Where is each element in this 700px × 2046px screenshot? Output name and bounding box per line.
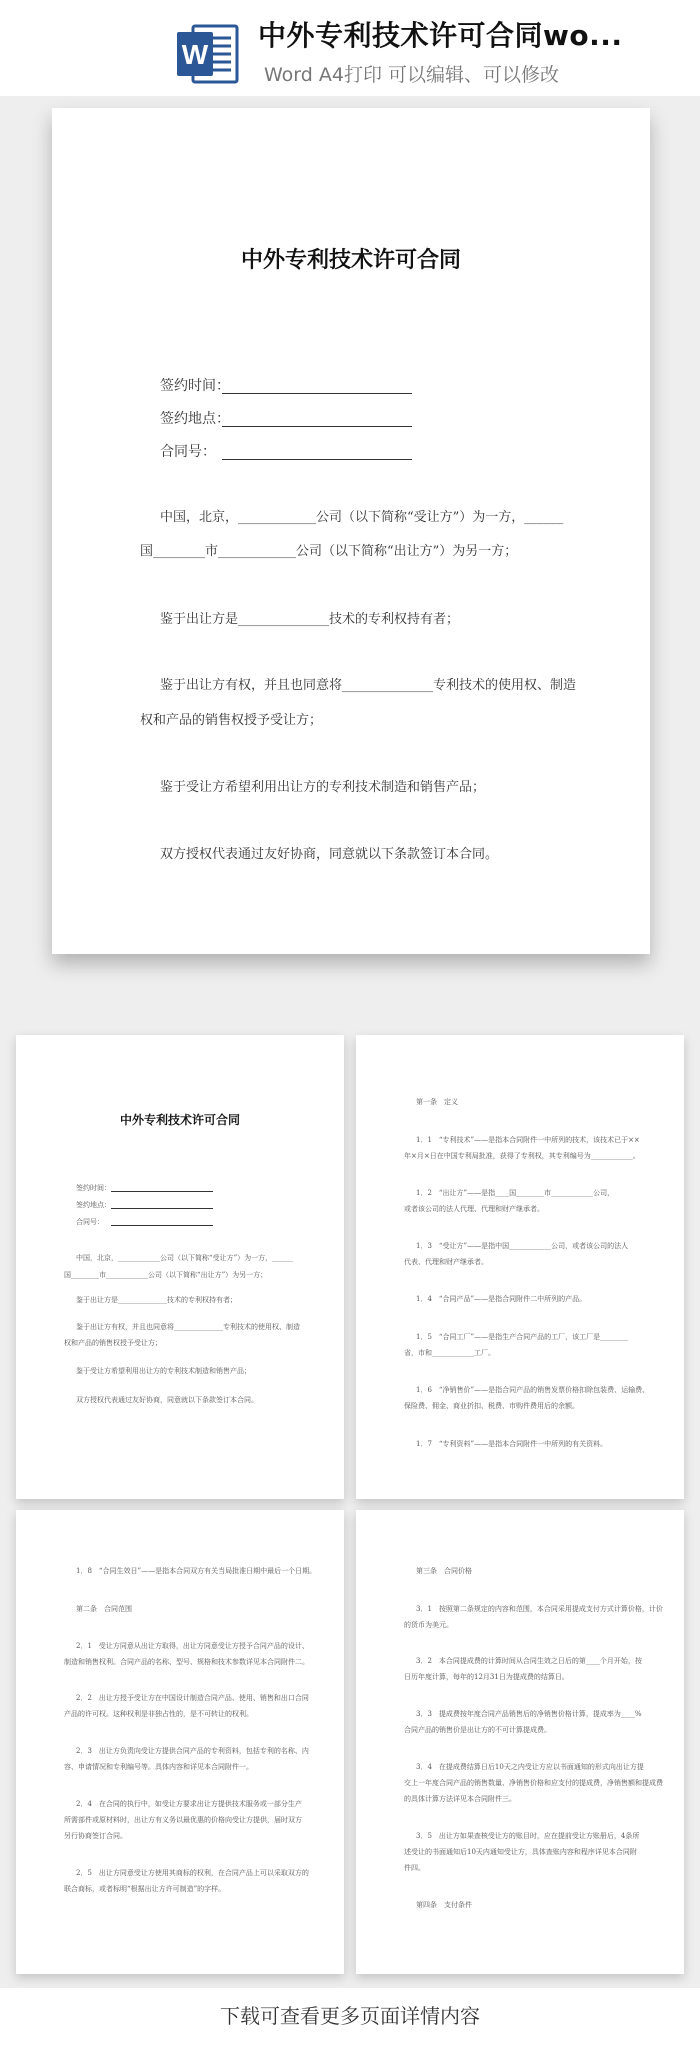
thumb-line: 国________市____________公司（以下简称“出让方”）为另一方；: [64, 1271, 268, 1279]
thumb-line: 权和产品的销售权授予受让方；: [64, 1339, 162, 1347]
thumb-line: 2．5 出让方同意受让方使用其商标的权利，在合同产品上可以采取双方的: [76, 1869, 309, 1877]
thumb-line: 1．1 “专利技术”——是指本合同附件一中所列的技术，该技术已于××: [416, 1136, 640, 1144]
thumb-line: 第二条 合同范围: [76, 1605, 132, 1613]
thumb-line: 2．3 出让方负责向受让方提供合同产品的专利资料，包括专利的名称、内: [76, 1747, 309, 1755]
thumb-line: 述受让的书面通知后10天内通知受让方，具体查账内容和程序详见本合同附: [404, 1848, 637, 1856]
thumb-line: 的货币为美元。: [404, 1621, 453, 1629]
paragraph-line: 鉴于受让方希望利用出让方的专利技术制造和销售产品；: [160, 780, 486, 795]
field-underline: [222, 459, 412, 460]
paragraph-line: 双方授权代表通过友好协商，同意就以下条款签订本合同。: [160, 847, 499, 862]
thumbnail-page-2: [356, 1035, 684, 1499]
contract-title: 中外专利技术许可合同: [240, 247, 461, 273]
thumb-line: 件四。: [404, 1864, 425, 1872]
thumb-line: 鉴于出让方是______________技术的专利权持有者；: [76, 1296, 237, 1304]
thumb-line: 第一条 定义: [416, 1098, 458, 1106]
thumb-line: 3．2 本合同提成费的计算时间从合同生效之日后的第____个月开始，按: [416, 1657, 642, 1665]
document-title: 中外专利技术许可合同wo...: [258, 19, 623, 52]
field-underline: [111, 1208, 213, 1209]
thumb-line: 联合商标，或者标明“根据出让方许可制造”的字样。: [64, 1885, 226, 1893]
thumb-line: 1．8 “合同生效日”——是指本合同双方有关当局批准日期中最后一个日期。: [76, 1567, 317, 1575]
header-bar: [0, 0, 700, 96]
thumb-line: 的具体计算方法详见本合同附件三。: [404, 1795, 516, 1803]
thumb-line: 1．2 “出让方”——是指____国________市____________公司，: [416, 1189, 615, 1197]
thumb-line: 鉴于出让方有权，并且也同意将______________专利技术的使用权、制造: [76, 1323, 300, 1331]
thumbnail-page-3: [16, 1510, 344, 1974]
thumb-line: 第四条 支付条件: [416, 1901, 472, 1909]
thumb-line: 或者该公司的法人代理、代理和财产继承者。: [404, 1205, 544, 1213]
thumb-line: 保险费、佣金、商业折扣、税费、市购件费用后的余额。: [404, 1402, 579, 1410]
field-underline: [222, 393, 412, 394]
thumb-line: 2．1 受让方同意从出让方取得，出让方同意受让方授予合同产品的设计、: [76, 1642, 309, 1650]
main-page-preview: [52, 108, 650, 954]
thumb-line: 省，市和____________工厂。: [404, 1349, 495, 1357]
thumb-line: 所需部件或原材料时，出让方有义务以最优惠的价格向受让方提供，届时双方: [64, 1816, 302, 1824]
thumb-line: 双方授权代表通过友好协商，同意就以下条款签订本合同。: [76, 1396, 258, 1404]
thumb-line: 1．6 “净销售价”——是指合同产品的销售发票价格扣除包装费、运输费、: [416, 1386, 650, 1394]
download-more-text[interactable]: 下载可查看更多页面详情内容: [220, 2004, 480, 2028]
thumb-line: 产品的许可权。这种权利是非独占性的，是不可转让的权利。: [64, 1710, 253, 1718]
paragraph-line: 权和产品的销售权授予受让方；: [140, 713, 323, 728]
thumbnail-page-1: [16, 1035, 344, 1499]
paragraph-line: 鉴于出让方有权，并且也同意将______________专利技术的使用权、制造: [160, 678, 577, 693]
thumb-line: 3．3 提成费按年度合同产品销售后的净销售价格计算，提成率为____%: [416, 1710, 642, 1718]
thumb-contract-title: 中外专利技术许可合同: [119, 1113, 240, 1127]
thumb-line: 1．5 “合同工厂”——是指生产合同产品的工厂，该工厂是________: [416, 1333, 629, 1341]
thumb-line: 1．7 “专利资料”——是指本合同附件一中所列的有关资料。: [416, 1440, 608, 1448]
thumb-line: 2．4 在合同的执行中，如受让方要求出让方提供技术服务或一部分生产: [76, 1800, 302, 1808]
thumb-line: 制造和销售权利。合同产品的名称、型号、规格和技术参数详见本合同附件二。: [64, 1658, 309, 1666]
thumb-field: 签约时间：: [76, 1184, 111, 1192]
thumb-line: 交上一年度合同产品的销售数量、净销售价格和应支付的提成费，净销售额和提成费: [404, 1779, 663, 1787]
thumb-line: 中国，北京，____________公司（以下简称“受让方”）为一方，______: [76, 1254, 294, 1262]
thumb-line: 日历年度计算，每年的12月31日为提成费的结算日。: [404, 1673, 569, 1681]
thumb-line: 1．3 “受让方”——是指中国____________公司，或者该公司的法人: [416, 1242, 629, 1250]
thumb-line: 年×月×日在中国专利局批准，获得了专利权，其专利编号为____________。: [404, 1152, 640, 1160]
field-underline: [111, 1225, 213, 1226]
paragraph-line: 中国，北京，____________公司（以下简称“受让方”）为一方，______: [160, 510, 564, 525]
thumb-line: 2．2 出让方授予受让方在中国设计制造合同产品、使用、销售和出口合同: [76, 1694, 309, 1702]
word-document-icon: [175, 22, 239, 86]
field-sign-place: 签约地点：: [160, 411, 230, 427]
thumb-line: 3．4 在提成费结算日后10天之内受让方应以书面通知的形式向出让方提: [416, 1763, 644, 1771]
paragraph-line: 国________市____________公司（以下简称“出让方”）为另一方；: [140, 544, 518, 559]
thumb-line: 第三条 合同价格: [416, 1567, 472, 1575]
thumb-field: 签约地点：: [76, 1201, 111, 1209]
thumbnail-page-4: [356, 1510, 684, 1974]
field-underline: [111, 1191, 213, 1192]
field-underline: [222, 426, 412, 427]
paragraph-line: 鉴于出让方是______________技术的专利权持有者；: [160, 612, 460, 627]
word-icon-letter: W: [181, 39, 209, 70]
thumb-line: 鉴于受让方希望利用出让方的专利技术制造和销售产品；: [76, 1367, 251, 1375]
document-subtitle: Word A4打印 可以编辑、可以修改: [264, 64, 560, 86]
thumb-line: 代表、代理和财产继承者。: [404, 1258, 488, 1266]
field-sign-time: 签约时间：: [160, 378, 230, 394]
field-contract-no: 合同号：: [160, 444, 216, 460]
thumb-line: 3．5 出让方如果查核受让方的账目时，应在提前受让方账册后，4条所: [416, 1832, 640, 1840]
thumb-line: 容、申请情况和专利编号等。具体内容和详见本合同附件一。: [64, 1763, 253, 1771]
download-more-banner[interactable]: [0, 1988, 700, 2046]
thumb-line: 3．1 按照第二条规定的内容和范围，本合同采用提成支付方式计算价格，计价: [416, 1605, 663, 1613]
thumb-line: 另行协商签订合同。: [64, 1832, 127, 1840]
thumb-field: 合同号：: [76, 1218, 104, 1226]
thumb-line: 1．4 “合同产品”——是指合同附件二中所列的产品。: [416, 1295, 587, 1303]
thumb-line: 合同产品的销售价是出让方的不可计算提成费。: [404, 1726, 551, 1734]
